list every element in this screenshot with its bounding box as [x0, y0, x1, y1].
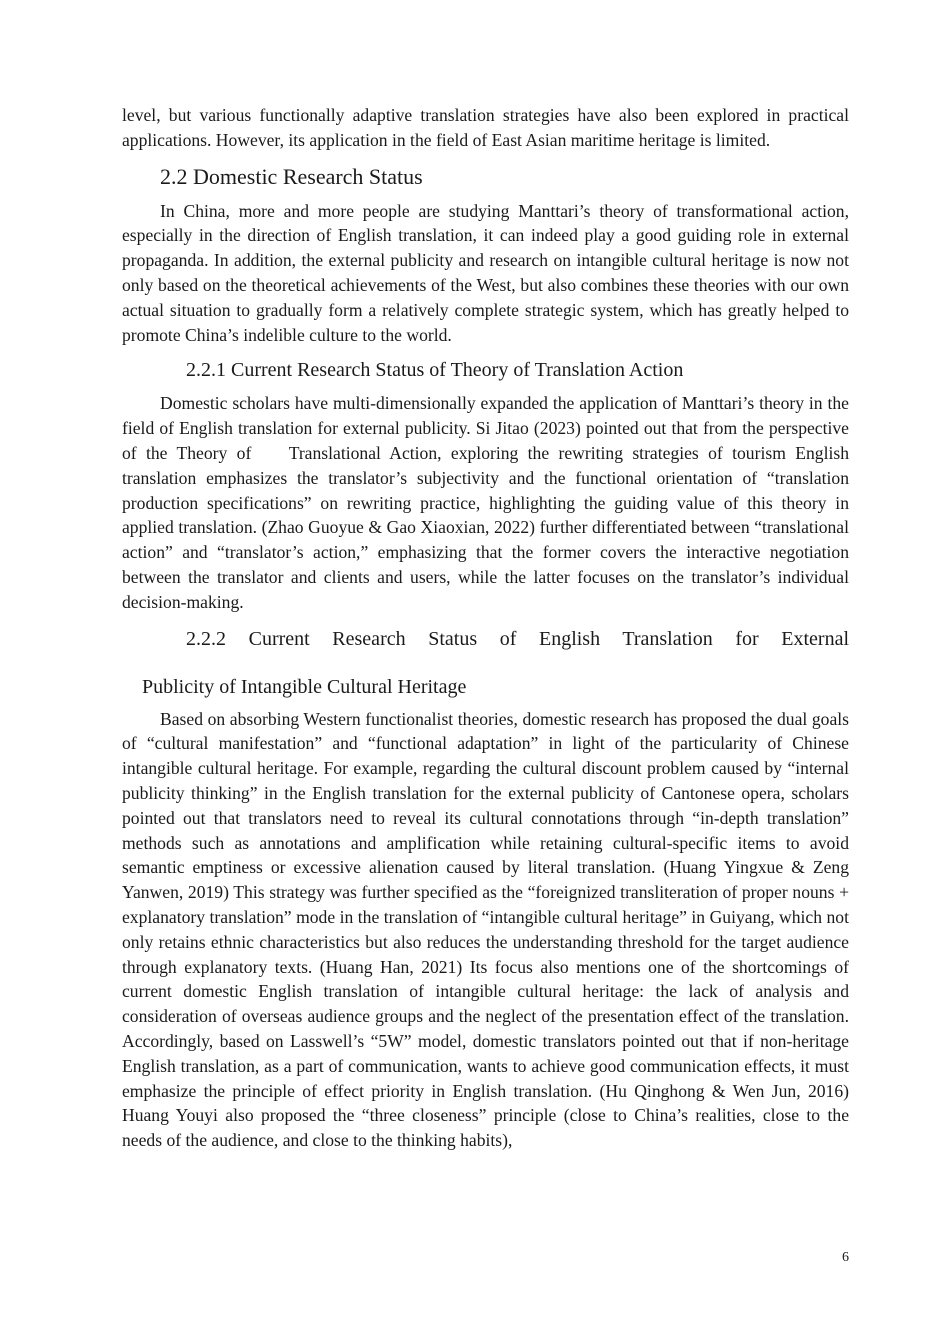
- page-number: 6: [842, 1250, 849, 1265]
- section-heading-2-2: 2.2 Domestic Research Status: [160, 163, 423, 189]
- intro-paragraph: level, but various functionally adaptive translation strategies have also been explored in practical applications. However, its application in the field of East Asian maritime heritage is limited.: [122, 105, 849, 150]
- domestic-status-paragraph: In China, more and more people are studying Manttari’s theory of transformational action, especially in the direction of English translation, it can indeed play a good guiding role in external propaganda. In addition, the external publicity and research on intangible cultural heritage is now not only based on the theoretical achievements of the West, but also combines these theories with our own actual situation to gradually form a relatively complete strategic system, which has greatly helped to promote China’s indelible culture to the world.: [122, 200, 849, 345]
- page-content: [122, 103, 849, 1153]
- subsection-heading-2-2-2-line2: Publicity of Intangible Cultural Heritage: [142, 675, 467, 698]
- subsection-heading-2-2-1: 2.2.1 Current Research Status of Theory of Translation Action: [186, 359, 684, 382]
- theory-status-paragraph: Domestic scholars have multi-dimensionally expanded the application of Manttari’s theory in the field of English translation for external publicity. Si Jitao (2023) pointed out that from the perspective of the Theory of Translational Action, exploring the rewriting strategies of tourism English translation emphasizes the translator’s subjectivity and the functional orientation of “translation production specifications” on rewriting practice, highlighting the guiding value of this theory in applied translation. (Zhao Guoyue & Gao Xiaoxian, 2022) further differentiated between “translational action” and “translator’s action,” emphasizing that the former covers the interactive negotiation between the translator and clients and users, while the latter focuses on the translator’s individual decision-making.: [122, 393, 849, 612]
- subsection-heading-2-2-2-line1: 2.2.2 Current Research Status of English Translation for External: [186, 627, 849, 650]
- ich-translation-paragraph: Based on absorbing Western functionalist theories, domestic research has proposed the dual goals of “cultural manifestation” and “functional adaptation” in light of the particularity of Chinese intangible cultural heritage. For example, regarding the cultural discount problem caused by “internal publicity thinking” in the English translation for the external publicity of Cantonese opera, scholars pointed out that translators need to reveal its cultural connotations through “in-depth translation” methods such as annotations and amplification while retaining cultural-specific items to avoid semantic emptiness or excessive alienation caused by literal translation. (Huang Yingxue & Zeng Yanwen, 2019) This strategy was further specified as the “foreignized transliteration of proper nouns + explanatory translation” mode in the translation of “intangible cultural heritage” in Guiyang, which not only retains ethnic characteristics but also reduces the understanding threshold for the target audience through explanatory texts. (Huang Han, 2021) Its focus also mentions one of the shortcomings of current domestic English translation of intangible cultural heritage: the lack of analysis and consideration of overseas audience groups and the neglect of the presentation effect of the translation. Accordingly, based on Lasswell’s “5W” model, domestic translators pointed out that if non-heritage English translation, as a part of communication, wants to achieve good communication effects, it must emphasize the principle of effect priority in English translation. (Hu Qinghong & Wen Jun, 2016) Huang Youyi also proposed the “three closeness” principle (close to China’s realities, close to the needs of the audience, and close to the thinking habits),: [122, 708, 849, 1151]
- subsection-heading-2-2-2: [122, 625, 849, 701]
